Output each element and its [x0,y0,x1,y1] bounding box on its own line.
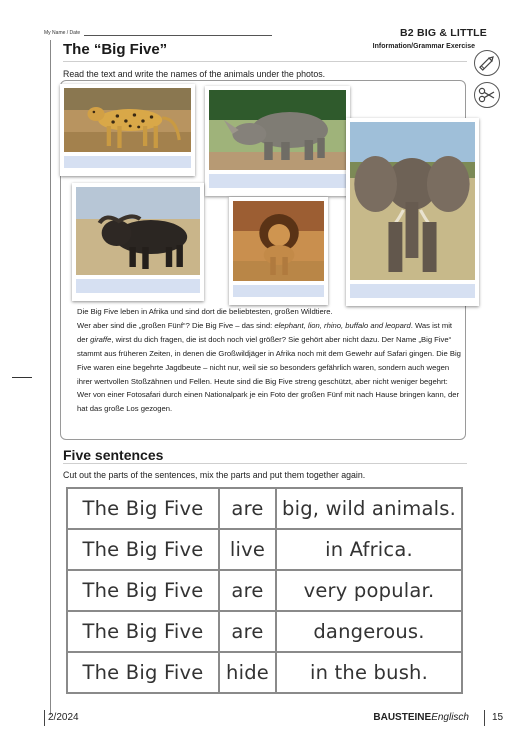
sentence-part-subject[interactable]: The Big Five [67,529,219,570]
sentence-part-rest[interactable]: in the bush. [276,652,462,693]
title-divider [63,61,467,62]
series-level: B2 [399,27,414,39]
page-number: 15 [492,712,504,723]
sentence-part-verb[interactable]: are [219,570,276,611]
scissors-icon [474,82,500,108]
elephant-photo [350,122,475,280]
sentence-part-rest[interactable]: very popular. [276,570,462,611]
sentence-part-verb[interactable]: are [219,488,276,529]
answer-box-lion[interactable] [233,285,324,297]
sentence-row [67,529,462,570]
answer-box-elephant[interactable] [350,284,475,298]
sentence-row [67,611,462,652]
sentence-row [67,570,462,611]
sentence-row [67,652,462,693]
instruction-1: Read the text and write the names of the animals under the photos. [63,69,326,79]
answer-box-rhino[interactable] [209,174,346,188]
buffalo-photo [76,187,200,275]
sentence-part-subject[interactable]: The Big Five [67,570,219,611]
publisher-name [373,712,469,723]
sentence-part-rest[interactable]: big, wild animals. [276,488,462,529]
lion-photo [233,201,324,281]
sentence-row [67,488,462,529]
photo-card-lion [229,197,328,305]
sentence-part-subject[interactable]: The Big Five [67,488,219,529]
sentences-table [66,487,463,694]
leopard-photo [64,88,191,152]
answer-box-buffalo[interactable] [76,279,200,293]
reading-text [77,305,461,416]
sentence-part-verb[interactable]: hide [219,652,276,693]
sentence-part-rest[interactable]: dangerous. [276,611,462,652]
exercise-type: Information/Grammar Exercise [372,43,475,50]
text-sentence-1: Die Big Five leben in Afrika und sind dort die beliebtesten, großen Wildtiere. [77,307,333,316]
instruction-2: Cut out the parts of the sentences, mix the parts and put them together again. [63,470,366,480]
rhino-photo [209,90,346,170]
text-part-2a: Wer aber sind die „großen Fünf“? Die Big Five – das sind: [77,320,275,330]
text-part-2c: , wirst du dich fragen, die ist doch noch viel größer? Sie gehört aber nicht dazu. Der Name „Big Five“ stammt aus früheren Zeiten, in denen die Großwildjäger in Afrika noch mit dem Gewehr auf Safari gingen. Die Big Five waren eine begehrte Jagdbeute – nicht nur, weil sie so besonders gefährlich waren, sondern auch wegen ihrer wertvollen Stoßzähnen und Fellen. Heute sind die Big Five streng geschützt, aber nicht weniger begehrt: Wer von einer Fotosafari durch einen Nationalpark je ein Foto der großen Fünf mit nach Hause bringen kann, der hat das große Los gezogen. [77,334,461,414]
text-part-2b: . Was ist mit der [77,320,453,344]
sentence-part-verb[interactable]: are [219,611,276,652]
photo-card-leopard [60,84,195,176]
section-title-sentences: Five sentences [63,447,164,463]
issue-number: 2/2024 [48,712,79,723]
sentence-part-verb[interactable]: live [219,529,276,570]
series-label [400,27,487,39]
pencil-icon [474,50,500,76]
publisher-bold: BAUSTEINE [373,712,432,723]
sentence-part-subject[interactable]: The Big Five [67,652,219,693]
name-date-field [44,30,272,36]
footer-divider-left [44,710,45,726]
text-animal-list: elephant, lion, rhino, buffalo and leopard [274,320,411,330]
answer-box-leopard[interactable] [64,156,191,168]
photo-card-rhino [205,86,350,196]
photo-card-elephant [346,118,479,306]
text-giraffe: giraffe [90,334,112,344]
sentence-part-rest[interactable]: in Africa. [276,529,462,570]
series-title: BIG & LITTLE [416,27,487,39]
footer-divider-right [484,710,485,726]
photo-card-buffalo [72,183,204,301]
name-date-line[interactable] [84,35,272,36]
sentence-part-subject[interactable]: The Big Five [67,611,219,652]
publisher-italic: Englisch [431,712,469,723]
name-date-label: My Name / Date [44,30,81,36]
fold-mark [12,377,32,378]
section-divider [63,463,467,464]
margin-line [50,40,51,715]
page-title: The “Big Five” [63,41,168,58]
